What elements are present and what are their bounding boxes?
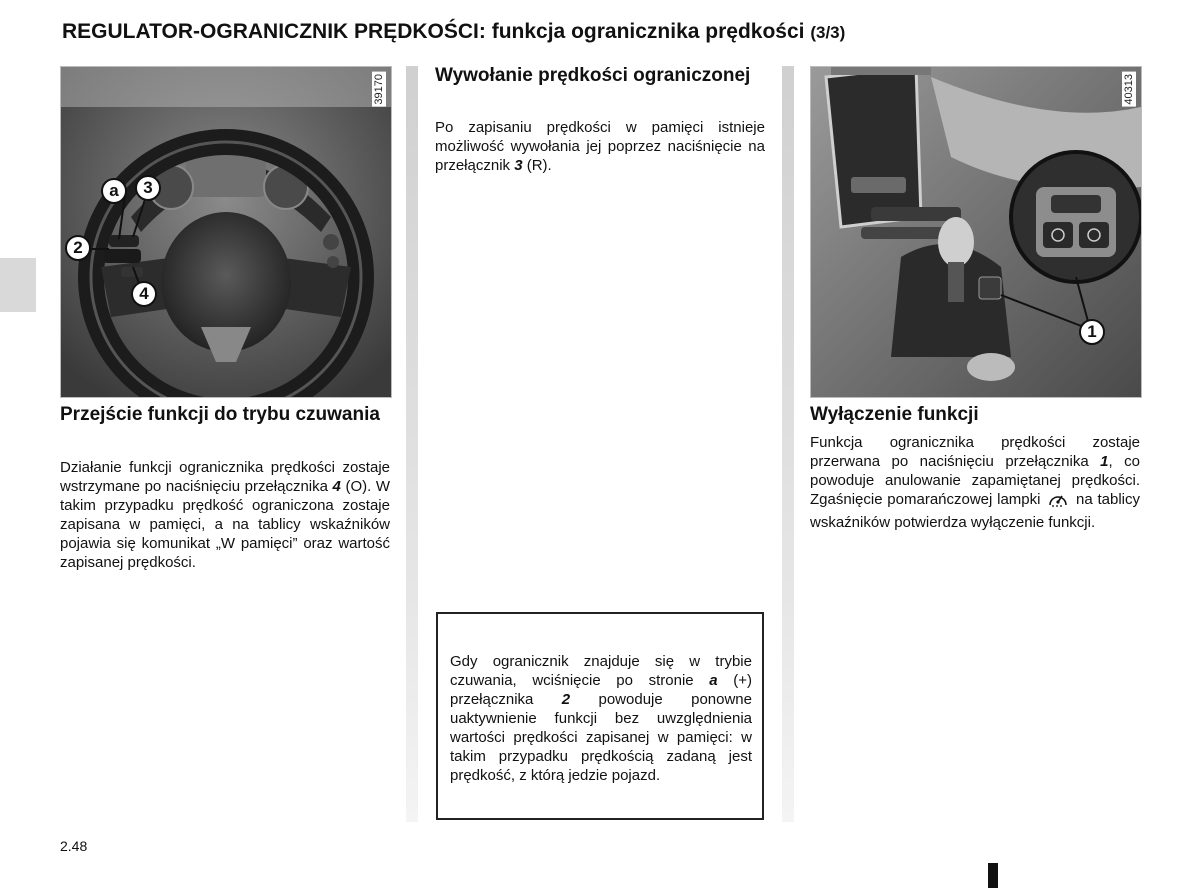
page-title <box>62 20 845 44</box>
disable-switch-ref: 1 <box>1100 453 1109 470</box>
section-text-standby <box>60 458 390 572</box>
steering-wheel-illustration <box>60 66 392 398</box>
section-text-recall <box>435 118 765 175</box>
page-number: 2.48 <box>60 838 88 854</box>
column-divider-left <box>406 66 418 822</box>
callout-2: 2 <box>65 235 91 261</box>
note-text-part2: (+) przełącznika <box>450 672 753 708</box>
callout-4: 4 <box>131 281 157 307</box>
page-title-main: REGULATOR-OGRANICZNIK PRĘDKOŚCI: funkcja ogranicznika prędkości <box>62 20 805 43</box>
section-text-disable <box>810 433 1140 532</box>
center-console-drawing <box>811 67 1141 397</box>
note-text <box>450 652 752 785</box>
recall-text-part1: Po zapisaniu prędkości w pamięci istnieje możliwość wywołania jej poprzez naciśnięcie na przełącznik <box>435 119 765 174</box>
speed-limiter-warning-icon <box>1047 490 1069 513</box>
callout-1: 1 <box>1079 319 1105 345</box>
corner-mark <box>988 863 998 888</box>
section-heading-standby: Przejście funkcji do trybu czuwania <box>60 404 380 425</box>
standby-text-part2: (O). W takim przypadku prędkość ograniczona zostaje zapisana w pamięci, a na tablicy wskaźników pojawia się komunikat „W pamięci” oraz wartość zapisanej prędkości. <box>60 478 391 571</box>
page-title-part: (3/3) <box>810 23 846 42</box>
column-divider-right <box>782 66 794 822</box>
callout-3: 3 <box>135 175 161 201</box>
figure-number-left: 39170 <box>373 74 385 105</box>
disable-text-part2: , co powoduje anulowanie zapamiętanej prędkości. Zgaśnięcie pomarańczowej lampki <box>810 453 1140 508</box>
disable-text-part1: Funkcja ogranicznika prędkości zostaje przerwana po naciśnięciu przełącznika <box>810 434 1140 470</box>
note-ref-a: a <box>709 672 718 689</box>
standby-switch-ref: 4 <box>332 478 341 495</box>
section-heading-recall: Wywołanie prędkości ograniczonej <box>435 65 751 86</box>
note-text-part1: Gdy ogranicznik znajduje się w trybie czuwania, wciśnięcie po stronie <box>450 653 752 689</box>
note-ref-2: 2 <box>561 691 571 708</box>
recall-text-part2: (R). <box>522 157 552 174</box>
section-heading-disable: Wyłączenie funkcji <box>810 404 979 425</box>
steering-wheel-drawing <box>61 67 391 397</box>
recall-switch-ref: 3 <box>514 157 523 174</box>
figure-number-right: 40313 <box>1123 74 1135 105</box>
callout-a: a <box>101 178 127 204</box>
chapter-tab-marker <box>0 258 36 312</box>
disable-text-part3: na tablicy wskaźników potwierdza wyłączenie funkcji. <box>810 491 1140 531</box>
center-console-illustration <box>810 66 1142 398</box>
standby-text-part1: Działanie funkcji ogranicznika prędkości zostaje wstrzymane po naciśnięciu przełącznika <box>60 459 390 495</box>
note-text-part3: powoduje ponowne uaktywnienie funkcji bez uwzględnienia wartości prędkości zapisanej w pamięci: w takim przypadku prędkością zadaną jest prędkość, z którą jedzie pojazd. <box>450 691 752 784</box>
